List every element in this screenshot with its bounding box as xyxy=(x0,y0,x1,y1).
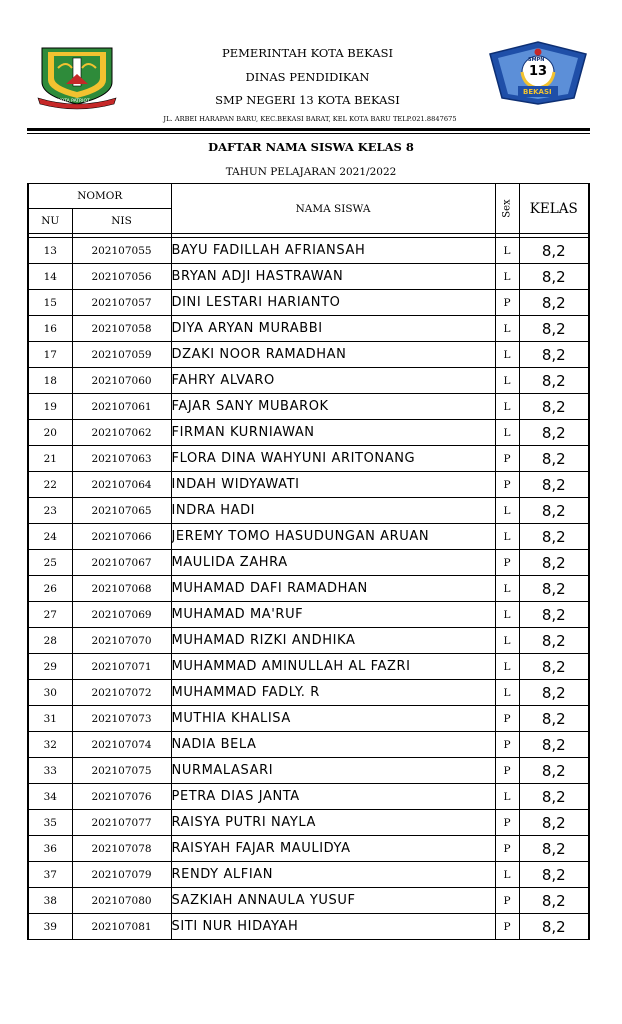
kop-sekolah: SMP NEGERI 13 KOTA BEKASI xyxy=(215,93,400,107)
cell-nis: 202107078 xyxy=(72,836,171,862)
cell-nu: 32 xyxy=(28,732,72,758)
cell-kelas: 8,2 xyxy=(519,472,589,498)
cell-nu: 25 xyxy=(28,550,72,576)
cell-nama: MUHAMMAD AMINULLAH AL FAZRI xyxy=(171,654,495,680)
cell-nis: 202107067 xyxy=(72,550,171,576)
logo-bekasi-text: BEKASI xyxy=(523,88,552,96)
cell-nu: 36 xyxy=(28,836,72,862)
cell-sex: L xyxy=(495,576,519,602)
cell-nama: INDRA HADI xyxy=(171,498,495,524)
cell-sex: L xyxy=(495,316,519,342)
table-row xyxy=(28,628,589,654)
cell-nis: 202107059 xyxy=(72,342,171,368)
table-row xyxy=(28,472,589,498)
cell-nama: SITI NUR HIDAYAH xyxy=(171,914,495,940)
table-row xyxy=(28,654,589,680)
cell-sex: P xyxy=(495,550,519,576)
cell-kelas: 8,2 xyxy=(519,654,589,680)
table-row xyxy=(28,576,589,602)
cell-nis: 202107074 xyxy=(72,732,171,758)
table-row xyxy=(28,732,589,758)
cell-kelas: 8,2 xyxy=(519,550,589,576)
header-nama: NAMA SISWA xyxy=(171,184,495,234)
cell-kelas: 8,2 xyxy=(519,758,589,784)
cell-nama: FAJAR SANY MUBAROK xyxy=(171,394,495,420)
table-row xyxy=(28,238,589,264)
kota-patriot-caption: KOTA PATRIOT xyxy=(58,99,90,104)
cell-sex: L xyxy=(495,342,519,368)
cell-nu: 24 xyxy=(28,524,72,550)
cell-kelas: 8,2 xyxy=(519,602,589,628)
cell-kelas: 8,2 xyxy=(519,420,589,446)
cell-kelas: 8,2 xyxy=(519,394,589,420)
table-row xyxy=(28,888,589,914)
header-sex xyxy=(495,184,519,234)
cell-nama: DINI LESTARI HARIANTO xyxy=(171,290,495,316)
cell-sex: P xyxy=(495,446,519,472)
cell-nama: RENDY ALFIAN xyxy=(171,862,495,888)
cell-sex: L xyxy=(495,862,519,888)
cell-nu: 37 xyxy=(28,862,72,888)
logo-smpn-text: SMPN xyxy=(528,57,545,63)
cell-kelas: 8,2 xyxy=(519,342,589,368)
cell-nama: MUHAMAD RIZKI ANDHIKA xyxy=(171,628,495,654)
cell-nis: 202107070 xyxy=(72,628,171,654)
kop-pemerintah: PEMERINTAH KOTA BEKASI xyxy=(221,46,393,60)
cell-nu: 22 xyxy=(28,472,72,498)
table-row xyxy=(28,706,589,732)
cell-nu: 26 xyxy=(28,576,72,602)
cell-kelas: 8,2 xyxy=(519,680,589,706)
cell-nu: 16 xyxy=(28,316,72,342)
cell-nu: 30 xyxy=(28,680,72,706)
cell-nis: 202107079 xyxy=(72,862,171,888)
cell-sex: L xyxy=(495,680,519,706)
cell-sex: P xyxy=(495,914,519,940)
cell-nis: 202107069 xyxy=(72,602,171,628)
table-row xyxy=(28,810,589,836)
table-row xyxy=(28,420,589,446)
table-row xyxy=(28,784,589,810)
cell-sex: P xyxy=(495,758,519,784)
cell-nama: FLORA DINA WAHYUNI ARITONANG xyxy=(171,446,495,472)
cell-nama: MUHAMAD MA'RUF xyxy=(171,602,495,628)
cell-nis: 202107076 xyxy=(72,784,171,810)
cell-nu: 39 xyxy=(28,914,72,940)
header-rule-thick xyxy=(27,128,590,131)
cell-sex: L xyxy=(495,784,519,810)
table-row xyxy=(28,758,589,784)
cell-sex: P xyxy=(495,888,519,914)
cell-sex: L xyxy=(495,498,519,524)
cell-sex: P xyxy=(495,810,519,836)
cell-nis: 202107055 xyxy=(72,238,171,264)
cell-kelas: 8,2 xyxy=(519,498,589,524)
cell-sex: L xyxy=(495,602,519,628)
table-row xyxy=(28,602,589,628)
cell-nis: 202107068 xyxy=(72,576,171,602)
cell-nis: 202107077 xyxy=(72,810,171,836)
table-row xyxy=(28,264,589,290)
cell-nama: RAISYA PUTRI NAYLA xyxy=(171,810,495,836)
cell-nu: 28 xyxy=(28,628,72,654)
header-rule-thin xyxy=(27,133,590,134)
cell-nis: 202107066 xyxy=(72,524,171,550)
cell-nu: 35 xyxy=(28,810,72,836)
cell-nu: 29 xyxy=(28,654,72,680)
cell-sex: L xyxy=(495,524,519,550)
cell-nu: 19 xyxy=(28,394,72,420)
cell-nu: 15 xyxy=(28,290,72,316)
cell-nu: 14 xyxy=(28,264,72,290)
cell-sex: L xyxy=(495,654,519,680)
cell-sex: L xyxy=(495,628,519,654)
cell-sex: P xyxy=(495,706,519,732)
cell-nama: MUHAMMAD FADLY. R xyxy=(171,680,495,706)
cell-kelas: 8,2 xyxy=(519,316,589,342)
cell-nu: 38 xyxy=(28,888,72,914)
table-row xyxy=(28,316,589,342)
cell-nis: 202107056 xyxy=(72,264,171,290)
cell-kelas: 8,2 xyxy=(519,914,589,940)
cell-kelas: 8,2 xyxy=(519,862,589,888)
kota-bekasi-logo xyxy=(36,44,118,110)
table-row xyxy=(28,862,589,888)
table-row xyxy=(28,914,589,940)
table-row xyxy=(28,550,589,576)
cell-kelas: 8,2 xyxy=(519,368,589,394)
cell-sex: L xyxy=(495,368,519,394)
cell-nu: 21 xyxy=(28,446,72,472)
cell-nama: PETRA DIAS JANTA xyxy=(171,784,495,810)
cell-kelas: 8,2 xyxy=(519,706,589,732)
cell-sex: L xyxy=(495,238,519,264)
cell-nu: 17 xyxy=(28,342,72,368)
cell-nama: BRYAN ADJI HASTRAWAN xyxy=(171,264,495,290)
cell-nama: BAYU FADILLAH AFRIANSAH xyxy=(171,238,495,264)
cell-nama: NADIA BELA xyxy=(171,732,495,758)
cell-kelas: 8,2 xyxy=(519,290,589,316)
header-nu: NU xyxy=(28,209,72,234)
cell-kelas: 8,2 xyxy=(519,524,589,550)
cell-nama: MUHAMAD DAFI RAMADHAN xyxy=(171,576,495,602)
cell-nu: 34 xyxy=(28,784,72,810)
document-subtitle: TAHUN PELAJARAN 2021/2022 xyxy=(225,166,397,178)
smpn-13-logo xyxy=(488,40,588,106)
cell-nis: 202107060 xyxy=(72,368,171,394)
cell-nu: 23 xyxy=(28,498,72,524)
cell-nama: INDAH WIDYAWATI xyxy=(171,472,495,498)
cell-nis: 202107071 xyxy=(72,654,171,680)
table-row xyxy=(28,342,589,368)
cell-sex: P xyxy=(495,836,519,862)
cell-nu: 20 xyxy=(28,420,72,446)
cell-kelas: 8,2 xyxy=(519,784,589,810)
cell-nis: 202107057 xyxy=(72,290,171,316)
cell-nama: MUTHIA KHALISA xyxy=(171,706,495,732)
cell-nis: 202107072 xyxy=(72,680,171,706)
cell-nu: 13 xyxy=(28,238,72,264)
cell-nis: 202107081 xyxy=(72,914,171,940)
header-kelas: KELAS xyxy=(519,184,589,234)
cell-nama: SAZKIAH ANNAULA YUSUF xyxy=(171,888,495,914)
cell-nu: 33 xyxy=(28,758,72,784)
cell-nis: 202107062 xyxy=(72,420,171,446)
cell-sex: P xyxy=(495,290,519,316)
table-row xyxy=(28,394,589,420)
cell-sex: L xyxy=(495,420,519,446)
student-table xyxy=(27,183,590,940)
cell-nama: NURMALASARI xyxy=(171,758,495,784)
cell-nis: 202107073 xyxy=(72,706,171,732)
cell-kelas: 8,2 xyxy=(519,628,589,654)
table-row xyxy=(28,290,589,316)
cell-nis: 202107061 xyxy=(72,394,171,420)
cell-kelas: 8,2 xyxy=(519,264,589,290)
table-row xyxy=(28,498,589,524)
table-row xyxy=(28,368,589,394)
cell-kelas: 8,2 xyxy=(519,576,589,602)
cell-sex: P xyxy=(495,732,519,758)
cell-kelas: 8,2 xyxy=(519,446,589,472)
table-row xyxy=(28,446,589,472)
cell-nu: 18 xyxy=(28,368,72,394)
header-nomor: NOMOR xyxy=(28,184,171,209)
cell-kelas: 8,2 xyxy=(519,888,589,914)
cell-kelas: 8,2 xyxy=(519,238,589,264)
cell-nama: JEREMY TOMO HASUDUNGAN ARUAN xyxy=(171,524,495,550)
school-address: JL. ARBEI HARAPAN BARU, KEC.BEKASI BARAT, KEL KOTA BARU TELP.021.8847675 xyxy=(163,115,457,123)
cell-kelas: 8,2 xyxy=(519,810,589,836)
cell-nama: DIYA ARYAN MURABBI xyxy=(171,316,495,342)
table-row xyxy=(28,836,589,862)
cell-nu: 27 xyxy=(28,602,72,628)
cell-nama: FAHRY ALVARO xyxy=(171,368,495,394)
header-sex-label: Sex xyxy=(501,199,513,218)
cell-nis: 202107064 xyxy=(72,472,171,498)
cell-sex: P xyxy=(495,472,519,498)
cell-nama: DZAKI NOOR RAMADHAN xyxy=(171,342,495,368)
cell-sex: L xyxy=(495,394,519,420)
table-row xyxy=(28,680,589,706)
cell-nama: MAULIDA ZAHRA xyxy=(171,550,495,576)
cell-nama: FIRMAN KURNIAWAN xyxy=(171,420,495,446)
kop-dinas: DINAS PENDIDIKAN xyxy=(245,70,370,84)
cell-nis: 202107080 xyxy=(72,888,171,914)
cell-nu: 31 xyxy=(28,706,72,732)
cell-sex: L xyxy=(495,264,519,290)
cell-nis: 202107075 xyxy=(72,758,171,784)
logo-number: 13 xyxy=(529,64,548,79)
cell-kelas: 8,2 xyxy=(519,836,589,862)
cell-nis: 202107065 xyxy=(72,498,171,524)
cell-kelas: 8,2 xyxy=(519,732,589,758)
header-nis: NIS xyxy=(72,209,171,234)
table-row xyxy=(28,524,589,550)
cell-nama: RAISYAH FAJAR MAULIDYA xyxy=(171,836,495,862)
cell-nis: 202107058 xyxy=(72,316,171,342)
document-title: DAFTAR NAMA SISWA KELAS 8 xyxy=(208,140,414,154)
cell-nis: 202107063 xyxy=(72,446,171,472)
